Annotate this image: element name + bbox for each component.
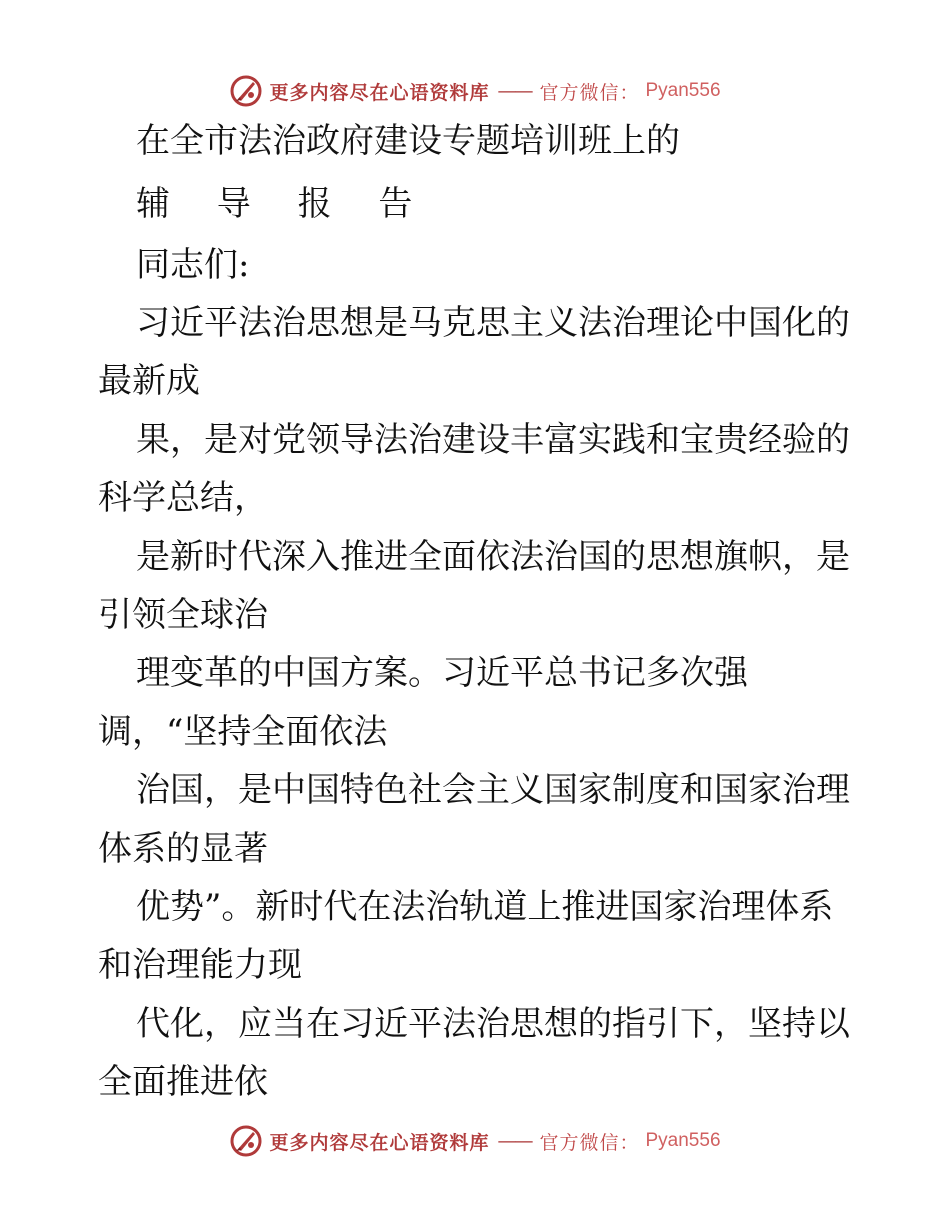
paragraph-line: 最新成	[98, 361, 200, 401]
banner-content	[229, 74, 720, 108]
banner-text: 更多内容尽在心语资料库	[269, 81, 490, 104]
quill-seal-icon	[229, 1124, 263, 1158]
document-title-line-1: 在全市法治政府建设专题培训班上的	[136, 121, 680, 161]
banner-wechat-id: Pyan556	[645, 1130, 721, 1151]
paragraph-line: 优势”。新时代在法治轨道上推进国家治理体系	[136, 887, 834, 927]
paragraph-line: 体系的显著	[98, 829, 268, 869]
paragraph-line: 调，“坚持全面依法	[98, 712, 388, 752]
paragraph-line: 习近平法治思想是马克思主义法治理论中国化的	[136, 303, 850, 343]
banner-separator: ——	[497, 80, 532, 102]
banner-text: 更多内容尽在心语资料库	[269, 1131, 490, 1154]
document-title-line-2: 辅 导 报 告	[136, 184, 431, 224]
paragraph-line: 全面推进依	[98, 1062, 268, 1102]
banner-wechat-label: 官方微信：	[539, 81, 640, 104]
banner-content	[229, 1124, 720, 1158]
paragraph-line: 代化，应当在习近平法治思想的指引下，坚持以	[136, 1004, 850, 1044]
paragraph-line: 理变革的中国方案。习近平总书记多次强	[136, 653, 748, 693]
paragraph-line: 引领全球治	[98, 595, 268, 635]
paragraph-line: 科学总结，	[98, 478, 268, 518]
banner-separator: ——	[497, 1130, 532, 1152]
banner-wechat-label: 官方微信：	[539, 1131, 640, 1154]
header-banner	[0, 71, 950, 111]
footer-banner	[0, 1121, 950, 1161]
salutation: 同志们:	[136, 245, 250, 285]
paragraph-line: 治国，是中国特色社会主义国家制度和国家治理	[136, 770, 850, 810]
paragraph-line: 和治理能力现	[98, 945, 302, 985]
paragraph-line: 果，是对党领导法治建设丰富实践和宝贵经验的	[136, 420, 850, 460]
paragraph-line: 是新时代深入推进全面依法治国的思想旗帜，是	[136, 537, 850, 577]
banner-wechat-id: Pyan556	[645, 80, 721, 101]
quill-seal-icon	[229, 74, 263, 108]
